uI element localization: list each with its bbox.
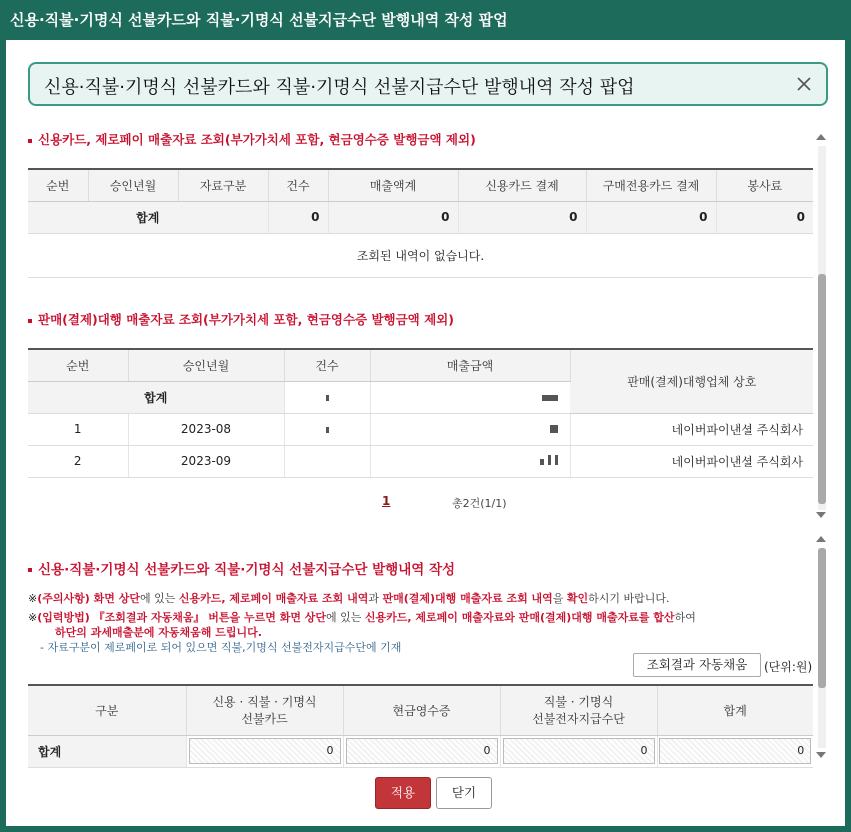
col-count: 건수 bbox=[268, 169, 328, 201]
col-service-fee: 봉사료 bbox=[716, 169, 813, 201]
notice2-part-c: 신용카드, 제로페이 매출자료와 판매(결제)대행 매출자료를 합산 bbox=[364, 611, 675, 624]
lower-scrollbar[interactable] bbox=[815, 534, 827, 762]
autofill-button[interactable]: 조회결과 자동채움 bbox=[633, 653, 761, 677]
sum-label: 합계 bbox=[28, 201, 268, 233]
section2-title bbox=[28, 310, 454, 328]
notice2-part-e: 하단의 과세매출분에 자동채움해 드립니다. bbox=[55, 626, 262, 639]
section1-title-text: 신용카드, 제로페이 매출자료 조회(부가가치세 포함, 현금영수증 발행금액 제외) bbox=[38, 132, 476, 147]
sum-label: 합계 bbox=[28, 381, 284, 413]
row-no: 1 bbox=[28, 413, 128, 445]
section3-title bbox=[28, 558, 455, 578]
sum-row bbox=[28, 201, 813, 233]
notice2-part-a: (입력방법) 『조회결과 자동채움』 버튼을 누르면 화면 상단 bbox=[37, 611, 327, 624]
page-link-1[interactable]: 1 bbox=[382, 494, 391, 508]
sum-epay-cell bbox=[500, 735, 657, 767]
col-epayment: 직불 · 기명식 선불전자지급수단 bbox=[500, 685, 657, 735]
notice-input-method bbox=[28, 609, 696, 625]
col-credit-card: 신용카드 결제 bbox=[458, 169, 586, 201]
notice1-part-e: 판매(결제)대행 매출자료 조회 내역 bbox=[382, 592, 553, 605]
col-approval-month: 승인년월 bbox=[128, 349, 284, 381]
sum-label: 합계 bbox=[28, 735, 186, 767]
table-row[interactable] bbox=[28, 445, 813, 477]
row-company: 네이버파이낸셜 주식회사 bbox=[570, 445, 813, 477]
row-amount-redacted bbox=[370, 413, 570, 445]
section2-title-text: 판매(결제)대행 매출자료 조회(부가가치세 포함, 현금영수증 발행금액 제외) bbox=[38, 312, 454, 327]
row-amount-redacted bbox=[370, 445, 570, 477]
notice1-part-c: 신용카드, 제로페이 매출자료 조회 내역 bbox=[178, 592, 369, 605]
notice1-part-f: 을 bbox=[552, 592, 567, 605]
empty-message: 조회된 내역이 없습니다. bbox=[28, 233, 813, 277]
apply-button[interactable]: 적용 bbox=[375, 777, 431, 809]
notice2-part-b: 에 있는 bbox=[326, 611, 365, 624]
close-button[interactable]: 닫기 bbox=[436, 777, 492, 809]
page-total: 총2건(1/1) bbox=[452, 497, 507, 510]
table-row[interactable] bbox=[28, 413, 813, 445]
popup-header bbox=[28, 62, 828, 106]
bullet-icon bbox=[28, 568, 32, 572]
notice1-part-h: 하시기 바랍니다. bbox=[588, 592, 670, 605]
section1-table bbox=[28, 168, 813, 278]
window-title: 신용·직불·기명식 선불카드와 직불·기명식 선불지급수단 발행내역 작성 팝업 bbox=[0, 0, 851, 40]
bullet-icon bbox=[28, 139, 32, 143]
sum-epay-input[interactable]: 0 bbox=[503, 738, 655, 764]
col-data-type: 자료구분 bbox=[178, 169, 268, 201]
sum-credit: 0 bbox=[458, 201, 586, 233]
upper-scroll-area[interactable] bbox=[28, 128, 813, 513]
notice-zeropay: - 자료구분이 제로페이로 되어 있으면 직불,기명식 선불전자지급수단에 기재 bbox=[40, 641, 402, 654]
pager bbox=[28, 494, 813, 513]
sum-total-input[interactable]: 0 bbox=[659, 738, 811, 764]
sum-cash-input[interactable]: 0 bbox=[346, 738, 498, 764]
col-no: 순번 bbox=[28, 169, 88, 201]
notice-mark: ※ bbox=[28, 611, 38, 624]
section3-title-text: 신용·직불·기명식 선불카드와 직불·기명식 선불지급수단 발행내역 작성 bbox=[38, 562, 456, 578]
sum-count-redacted bbox=[284, 381, 370, 413]
notice1-part-b: 에 있는 bbox=[139, 592, 179, 605]
sum-purchase: 0 bbox=[586, 201, 716, 233]
scroll-thumb[interactable] bbox=[818, 548, 826, 688]
col-sales-amount: 매출금액 bbox=[370, 349, 570, 381]
upper-scrollbar[interactable] bbox=[815, 132, 827, 522]
col-cash-receipt: 현금영수증 bbox=[343, 685, 500, 735]
notice-input-method-cont bbox=[55, 624, 262, 640]
row-count-redacted bbox=[284, 445, 370, 477]
section2-table bbox=[28, 348, 813, 478]
popup-title: 신용·직불·기명식 선불카드와 직불·기명식 선불지급수단 발행내역 작성 팝업 bbox=[44, 77, 635, 98]
col-purchase-card: 구매전용카드 결제 bbox=[586, 169, 716, 201]
close-icon[interactable] bbox=[794, 74, 814, 94]
col-count: 건수 bbox=[284, 349, 370, 381]
notice-mark: ※ bbox=[28, 592, 38, 605]
sum-card-input[interactable]: 0 bbox=[189, 738, 341, 764]
sum-card-cell bbox=[186, 735, 343, 767]
scroll-up-icon[interactable] bbox=[816, 536, 826, 542]
sum-sales: 0 bbox=[328, 201, 458, 233]
unit-label: (단위:원) bbox=[764, 660, 813, 674]
sum-amount-redacted bbox=[370, 381, 570, 413]
section3-table bbox=[28, 684, 813, 768]
scroll-thumb[interactable] bbox=[818, 274, 826, 504]
scroll-down-icon[interactable] bbox=[816, 752, 826, 758]
section1-title bbox=[28, 130, 476, 148]
col-agent-company: 판매(결제)대행업체 상호 bbox=[570, 349, 813, 413]
notice1-part-d: 과 bbox=[368, 592, 383, 605]
row-month: 2023-08 bbox=[128, 413, 284, 445]
col-sales-total: 매출액계 bbox=[328, 169, 458, 201]
col-category: 구분 bbox=[28, 685, 186, 735]
row-month: 2023-09 bbox=[128, 445, 284, 477]
col-no: 순번 bbox=[28, 349, 128, 381]
row-no: 2 bbox=[28, 445, 128, 477]
row-count-redacted bbox=[284, 413, 370, 445]
notice1-part-g: 확인 bbox=[566, 592, 589, 605]
notice-caution bbox=[28, 590, 670, 606]
sum-count: 0 bbox=[268, 201, 328, 233]
sum-cash-cell bbox=[343, 735, 500, 767]
notice2-part-d: 하여 bbox=[674, 611, 696, 624]
sum-total-cell bbox=[657, 735, 813, 767]
sum-service: 0 bbox=[716, 201, 813, 233]
scroll-up-icon[interactable] bbox=[816, 134, 826, 140]
bullet-icon bbox=[28, 319, 32, 323]
sum-row bbox=[28, 735, 813, 767]
col-total: 합계 bbox=[657, 685, 813, 735]
col-approval-month: 승인년월 bbox=[88, 169, 178, 201]
scroll-down-icon[interactable] bbox=[816, 512, 826, 518]
notice1-part-a: (주의사항) 화면 상단 bbox=[37, 592, 140, 605]
col-card: 신용 · 직불 · 기명식 선불카드 bbox=[186, 685, 343, 735]
row-company: 네이버파이낸셜 주식회사 bbox=[570, 413, 813, 445]
